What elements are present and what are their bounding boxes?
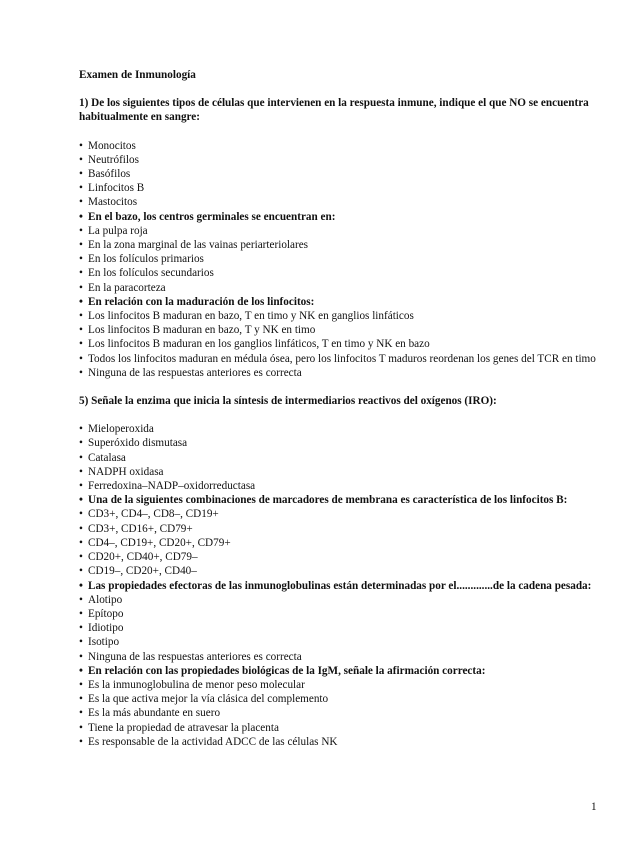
answer-option: • En la zona marginal de las vainas periarteriolares — [79, 238, 599, 252]
answer-option: • Ninguna de las respuestas anteriores es correcta — [79, 366, 599, 380]
answer-option: • Tiene la propiedad de atravesar la placenta — [79, 721, 599, 735]
answer-option: • En los folículos primarios — [79, 252, 599, 266]
question-5-list — [79, 422, 599, 749]
answer-option: • Mastocitos — [79, 195, 599, 209]
answer-option: • Epítopo — [79, 607, 599, 621]
answer-option: • Linfocitos B — [79, 181, 599, 195]
answer-option: • Es la más abundante en suero — [79, 706, 599, 720]
page-number: 1 — [591, 801, 597, 813]
answer-option: • Los linfocitos B maduran en los ganglios linfáticos, T en timo y NK en bazo — [79, 337, 599, 351]
section-gap — [79, 380, 599, 394]
answer-option: • Todos los linfocitos maduran en médula ósea, pero los linfocitos T maduros reordenan los genes del TCR en timo — [79, 352, 599, 366]
answer-option: • Ferredoxina–NADP–oxidorreductasa — [79, 479, 599, 493]
answer-option: • Es responsable de la actividad ADCC de las células NK — [79, 735, 599, 749]
question-1: 1) De los siguientes tipos de células que intervienen en la respuesta inmune, indique el que NO se encuentra habitualmente en sangre: — [79, 97, 589, 124]
answer-option: • Idiotipo — [79, 621, 599, 635]
question-5: 5) Señale la enzima que inicia la síntesis de intermediarios reactivos del oxígenos (IRO): — [79, 395, 497, 408]
question-prompt: • Las propiedades efectoras de las inmunoglobulinas están determinadas por el.............de la cadena pesada: — [79, 579, 599, 593]
question-prompt: • En relación con las propiedades biológicas de la IgM, señale la afirmación correcta: — [79, 664, 599, 678]
answer-option: • Catalasa — [79, 451, 599, 465]
answer-option: • NADPH oxidasa — [79, 465, 599, 479]
answer-option: • CD3+, CD16+, CD79+ — [79, 522, 599, 536]
answer-option: • Ninguna de las respuestas anteriores es correcta — [79, 650, 599, 664]
answer-option: • Monocitos — [79, 139, 599, 153]
answer-option: • CD20+, CD40+, CD79– — [79, 550, 599, 564]
answer-option: • CD19–, CD20+, CD40– — [79, 564, 599, 578]
answer-option: • Superóxido dismutasa — [79, 436, 599, 450]
answer-option: • En los folículos secundarios — [79, 266, 599, 280]
answer-option: • CD4–, CD19+, CD20+, CD79+ — [79, 536, 599, 550]
answer-option: • Alotipo — [79, 593, 599, 607]
answer-option: • Isotipo — [79, 635, 599, 649]
question-1-list — [79, 139, 599, 380]
answer-option: • Es la que activa mejor la vía clásica del complemento — [79, 692, 599, 706]
answer-option: • Los linfocitos B maduran en bazo, T y NK en timo — [79, 323, 599, 337]
answer-option: • Los linfocitos B maduran en bazo, T en timo y NK en ganglios linfáticos — [79, 309, 599, 323]
answer-option: • Es la inmunoglobulina de menor peso molecular — [79, 678, 599, 692]
answer-option: • Mieloperoxida — [79, 422, 599, 436]
answer-option: • CD3+, CD4–, CD8–, CD19+ — [79, 507, 599, 521]
answer-option: • En la paracorteza — [79, 281, 599, 295]
question-prompt: • En relación con la maduración de los linfocitos: — [79, 295, 599, 309]
answer-option: • La pulpa roja — [79, 224, 599, 238]
document-content — [79, 68, 599, 749]
document-title: Examen de Inmunología — [79, 69, 196, 81]
question-prompt: • En el bazo, los centros germinales se encuentran en: — [79, 210, 599, 224]
question-prompt: • Una de la siguientes combinaciones de marcadores de membrana es característica de los linfocitos B: — [79, 493, 599, 507]
answer-option: • Neutrófilos — [79, 153, 599, 167]
answer-option: • Basófilos — [79, 167, 599, 181]
